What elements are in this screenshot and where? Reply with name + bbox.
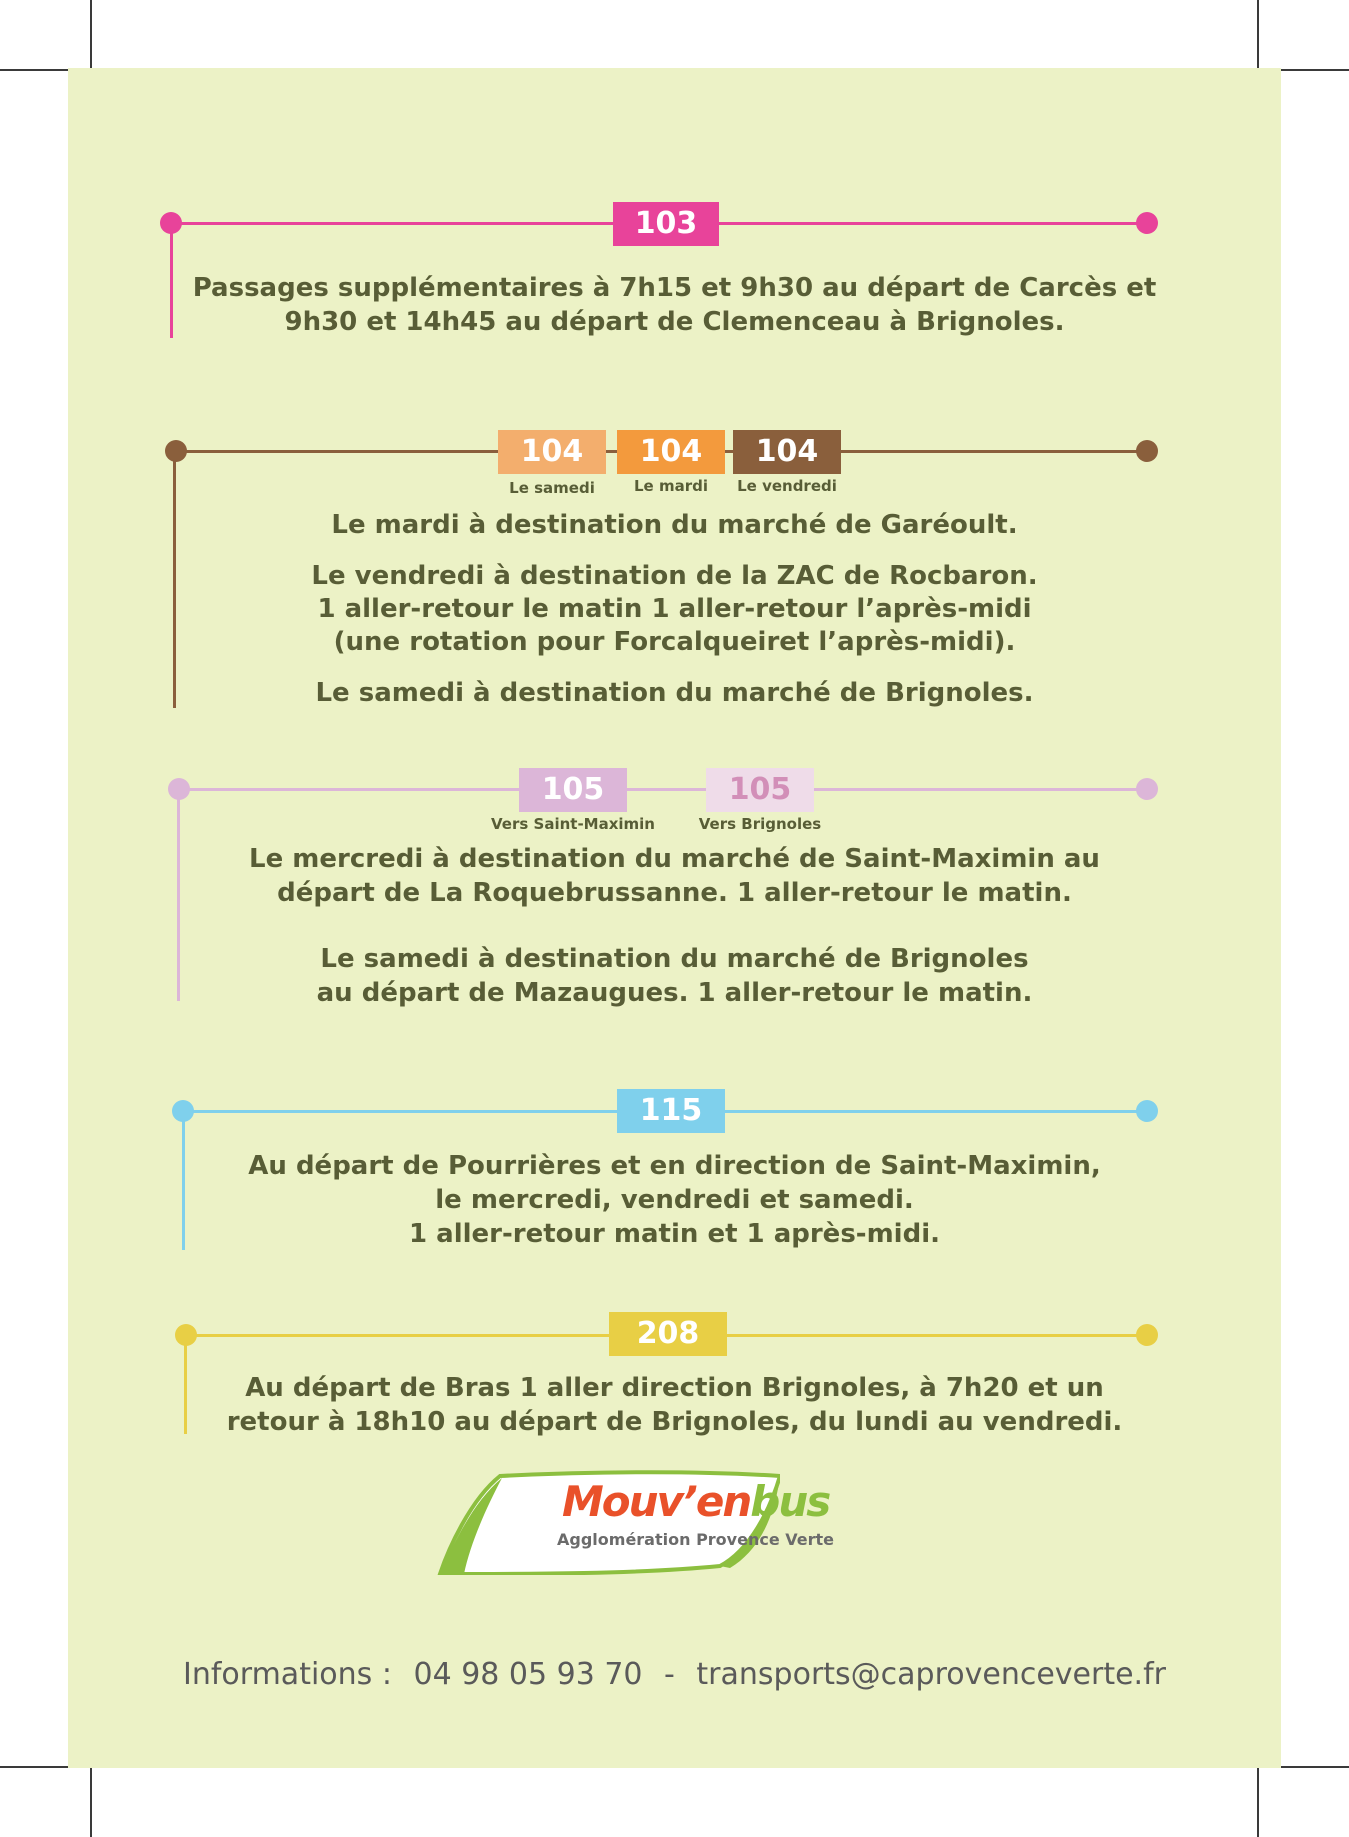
crop-mark	[0, 1766, 68, 1768]
logo-brand	[562, 1477, 829, 1526]
route-105-dot-right	[1136, 778, 1158, 800]
route-208-text-1: Au départ de Bras 1 aller direction Brignoles, à 7h20 et un	[245, 1373, 1104, 1403]
footer-email[interactable]: transports@caprovenceverte.fr	[696, 1657, 1166, 1692]
route-104-badge-samedi: 104	[498, 430, 606, 474]
crop-mark	[90, 1768, 92, 1837]
route-208-dot-left	[175, 1324, 197, 1346]
route-104-badge-mardi: 104	[617, 430, 725, 474]
logo-brand-part1: Mouv’en	[562, 1477, 751, 1526]
route-104-sublabel-vendredi: Le vendredi	[737, 477, 837, 495]
route-104-sublabel-mardi: Le mardi	[634, 477, 708, 495]
route-104-dot-left	[165, 440, 187, 462]
route-103-dot-left	[160, 212, 182, 234]
route-104-dot-right	[1136, 440, 1158, 462]
footer-separator: -	[664, 1657, 675, 1692]
route-208-badge: 208	[609, 1312, 727, 1356]
route-115-text-1: Au départ de Pourrières et en direction de Saint-Maximin,	[248, 1151, 1101, 1181]
crop-mark	[0, 69, 68, 71]
route-104-badge-vendredi: 104	[733, 430, 841, 474]
route-115-dot-right	[1136, 1100, 1158, 1122]
route-208-dot-right	[1136, 1324, 1158, 1346]
route-115-text-2: le mercredi, vendredi et samedi.	[435, 1185, 914, 1215]
route-208-text-2: retour à 18h10 au départ de Brignoles, du lundi au vendredi.	[226, 1407, 1123, 1437]
route-105-sublabel-saint-maximin: Vers Saint-Maximin	[491, 815, 655, 833]
route-105-line	[180, 788, 1146, 791]
footer-label: Informations :	[183, 1657, 392, 1692]
route-104-text-2: Le vendredi à destination de la ZAC de Rocbaron.	[311, 561, 1038, 591]
route-104-text-5: Le samedi à destination du marché de Brignoles.	[315, 678, 1034, 708]
route-115-badge: 115	[617, 1089, 725, 1133]
route-104-text-1: Le mardi à destination du marché de Garéoult.	[331, 510, 1018, 540]
route-105-dot-left	[168, 778, 190, 800]
logo-subtitle: Agglomération Provence Verte	[557, 1530, 834, 1549]
route-105-text-4: au départ de Mazaugues. 1 aller-retour le matin.	[316, 978, 1033, 1008]
route-105-text-1: Le mercredi à destination du marché de Saint-Maximin au	[249, 844, 1100, 874]
route-104-text-4: (une rotation pour Forcalqueiret l’après-midi).	[333, 627, 1016, 657]
route-105-text-2: départ de La Roquebrussanne. 1 aller-retour le matin.	[277, 878, 1072, 908]
route-105-sublabel-brignoles: Vers Brignoles	[698, 815, 822, 833]
crop-mark	[1281, 69, 1349, 71]
route-115-dot-left	[172, 1100, 194, 1122]
route-105-text-3: Le samedi à destination du marché de Brignoles	[320, 944, 1029, 974]
crop-mark	[1257, 1768, 1259, 1837]
crop-mark	[90, 0, 92, 68]
route-103-text-2: 9h30 et 14h45 au départ de Clemenceau à Brignoles.	[284, 307, 1065, 337]
crop-mark	[1257, 0, 1259, 68]
route-104-text-3: 1 aller-retour le matin 1 aller-retour l’après-midi	[317, 594, 1032, 624]
crop-mark	[1281, 1766, 1349, 1768]
route-103-text-1: Passages supplémentaires à 7h15 et 9h30 au départ de Carcès et	[192, 273, 1157, 303]
route-104-sublabel-samedi: Le samedi	[509, 479, 595, 497]
logo-brand-part2: bus	[750, 1477, 830, 1526]
route-103-dot-right	[1136, 212, 1158, 234]
contact-footer	[0, 1657, 1349, 1692]
route-115-text-3: 1 aller-retour matin et 1 après-midi.	[409, 1219, 940, 1249]
footer-phone[interactable]: 04 98 05 93 70	[413, 1657, 643, 1692]
route-105-badge-saint-maximin: 105	[519, 768, 627, 812]
route-105-badge-brignoles: 105	[706, 768, 814, 812]
route-103-badge: 103	[613, 202, 719, 246]
